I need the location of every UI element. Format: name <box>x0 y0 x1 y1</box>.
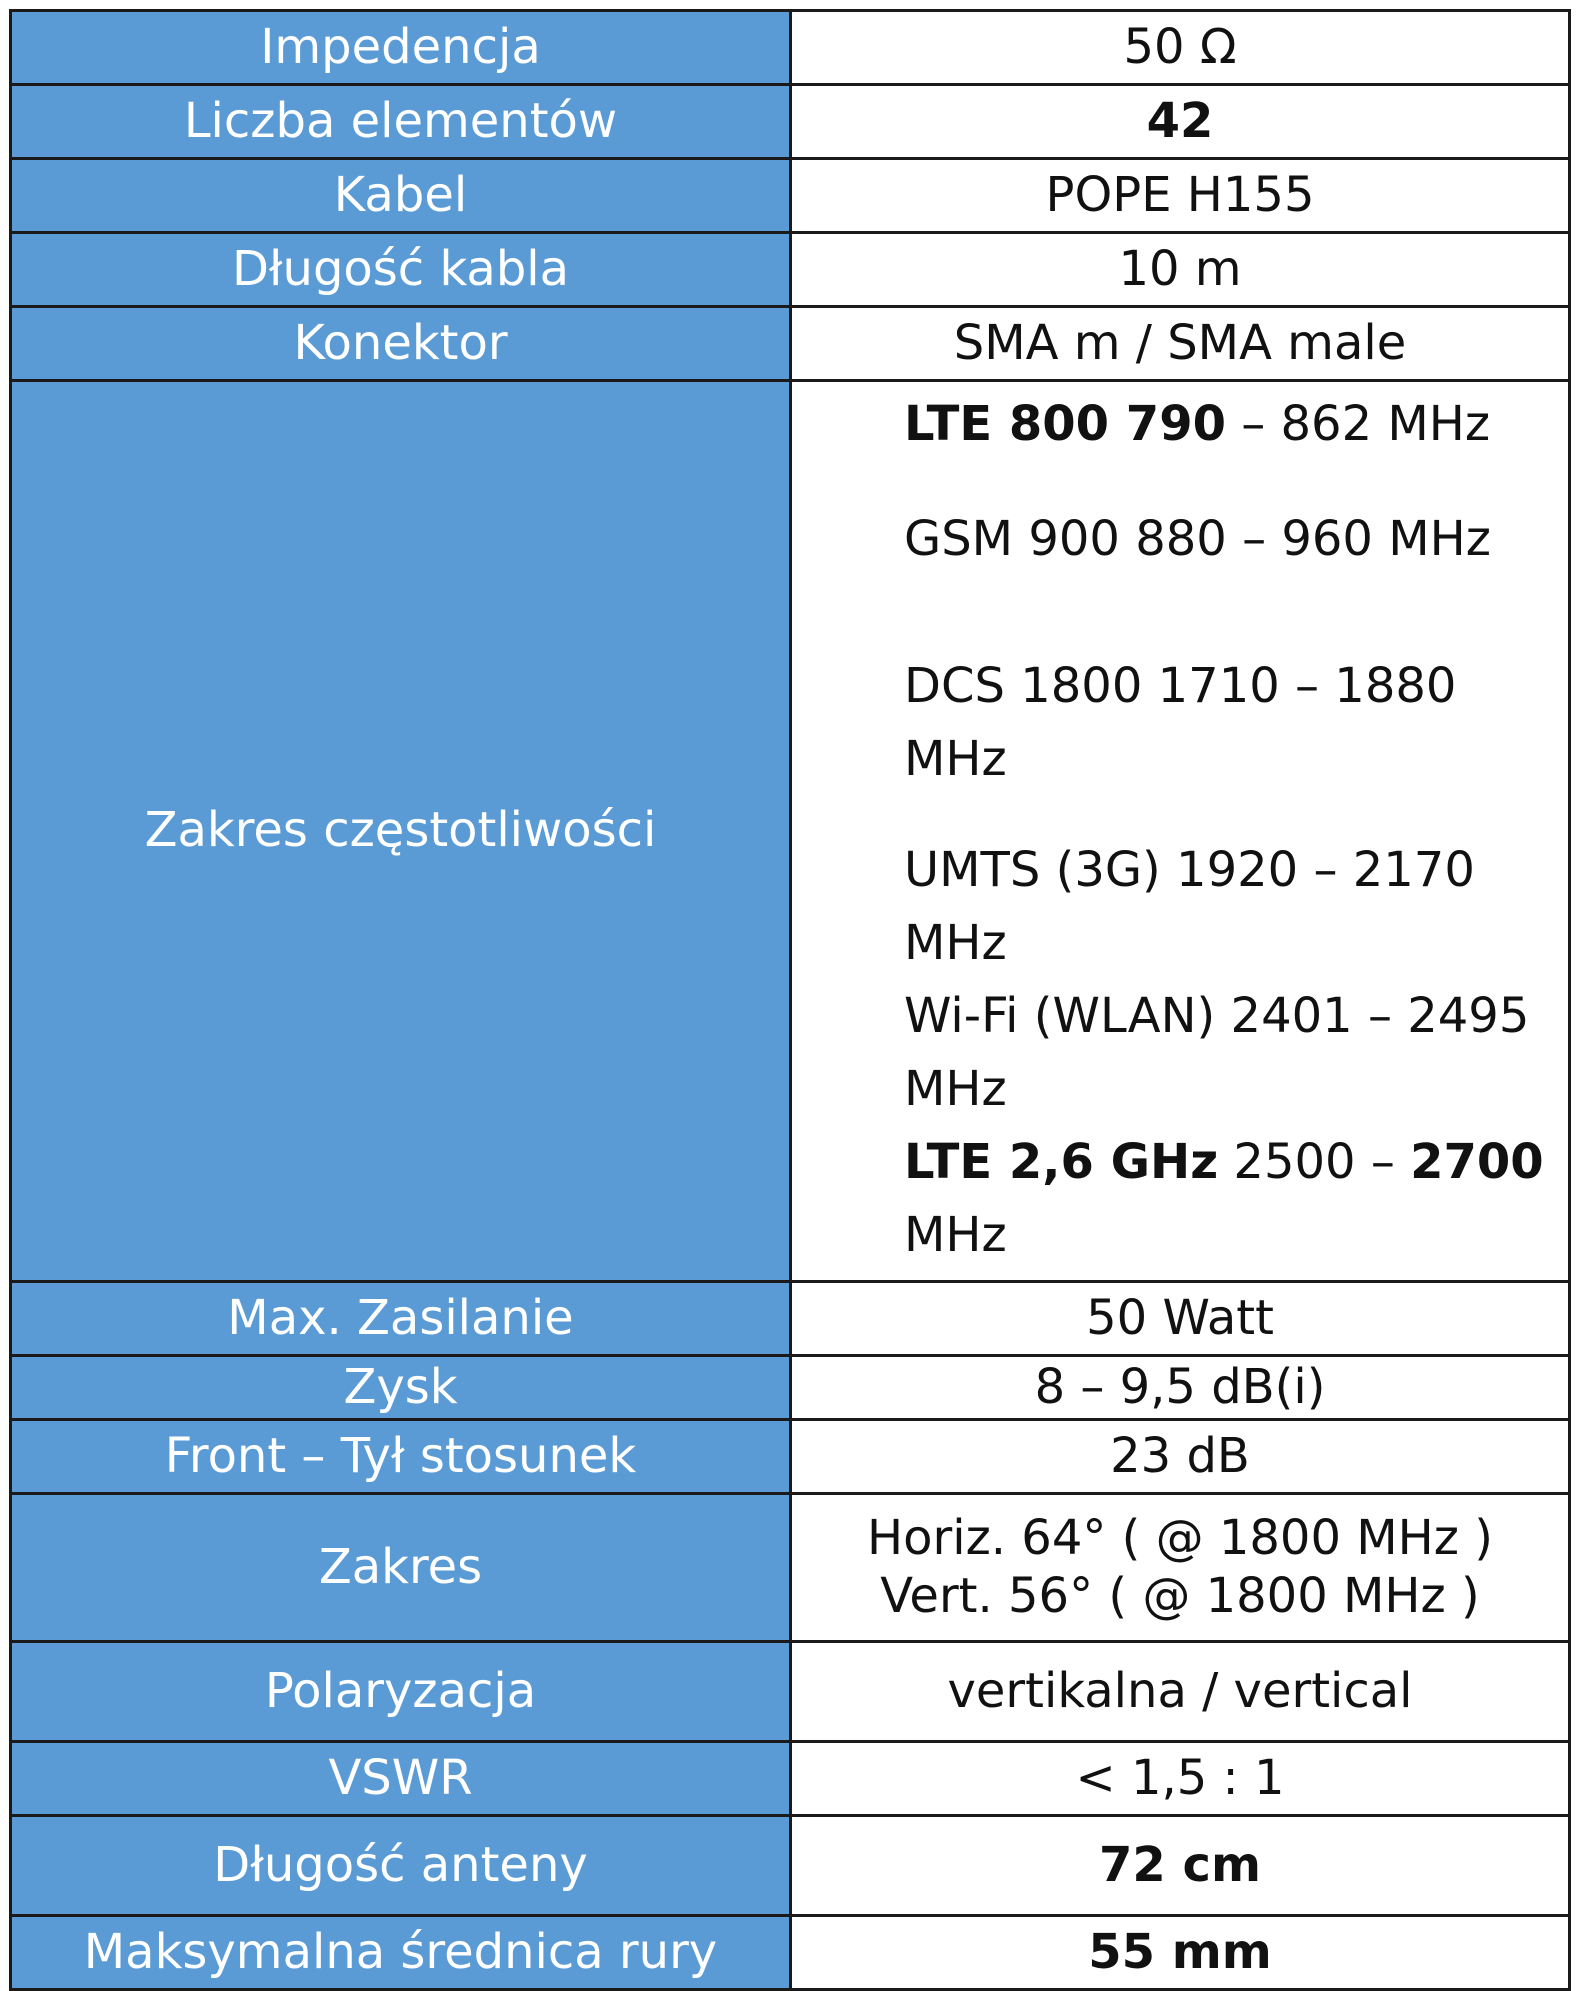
impedance-value: 50 Ω <box>791 11 1570 85</box>
impedance-label: Impedencja <box>11 11 791 85</box>
vswr-label: VSWR <box>11 1742 791 1816</box>
max-pipe-diameter-value: 55 mm <box>791 1916 1570 1990</box>
table-row <box>11 381 1570 1282</box>
band-lte26-mid: 2500 – <box>1233 1134 1395 1190</box>
cable-label: Kabel <box>11 159 791 233</box>
table-row <box>11 11 1570 85</box>
band-wifi-unit: MHz <box>904 1061 1007 1117</box>
table-row <box>11 1420 1570 1494</box>
element-count-value: 42 <box>791 85 1570 159</box>
spec-table <box>9 9 1571 1991</box>
band-gsm900: GSM 900 880 – 960 MHz <box>904 511 1491 567</box>
band-dcs1800: DCS 1800 1710 – 1880 MHz <box>904 658 1457 787</box>
band-umts: UMTS (3G) 1920 – 2170 <box>904 842 1475 898</box>
connector-value: SMA m / SMA male <box>791 307 1570 381</box>
band-lte800-range: – 862 MHz <box>1241 396 1491 452</box>
cable-length-label: Długość kabla <box>11 233 791 307</box>
beamwidth-horizontal: Horiz. 64° ( @ 1800 MHz ) <box>867 1509 1493 1566</box>
cable-length-value: 10 m <box>791 233 1570 307</box>
table-row <box>11 85 1570 159</box>
gain-value: 8 – 9,5 dB(i) <box>791 1356 1570 1420</box>
table-row <box>11 159 1570 233</box>
band-lte26-unit: MHz <box>904 1207 1007 1263</box>
table-row <box>11 307 1570 381</box>
cable-value: POPE H155 <box>791 159 1570 233</box>
beamwidth-value <box>791 1494 1570 1642</box>
beamwidth-label: Zakres <box>11 1494 791 1642</box>
frequency-range-value <box>791 381 1570 1282</box>
band-lte26 <box>904 1126 1564 1199</box>
gain-label: Zysk <box>11 1356 791 1420</box>
band-lte26-name: LTE 2,6 GHz <box>904 1134 1219 1190</box>
band-lte800 <box>904 388 1564 461</box>
band-lte800-name: LTE 800 790 <box>904 396 1226 452</box>
table-row <box>11 1282 1570 1356</box>
max-power-value: 50 Watt <box>791 1282 1570 1356</box>
band-wifi: Wi-Fi (WLAN) 2401 – 2495 <box>904 988 1530 1044</box>
front-back-ratio-value: 23 dB <box>791 1420 1570 1494</box>
table-row <box>11 1816 1570 1916</box>
table-row <box>11 1916 1570 1990</box>
polarization-label: Polaryzacja <box>11 1642 791 1742</box>
vswr-value: < 1,5 : 1 <box>791 1742 1570 1816</box>
antenna-length-value: 72 cm <box>791 1816 1570 1916</box>
table-row <box>11 1742 1570 1816</box>
max-power-label: Max. Zasilanie <box>11 1282 791 1356</box>
band-umts-unit: MHz <box>904 915 1007 971</box>
element-count-label: Liczba elementów <box>11 85 791 159</box>
frequency-range-label: Zakres częstotliwości <box>11 381 791 1282</box>
table-row <box>11 1494 1570 1642</box>
front-back-ratio-label: Front – Tył stosunek <box>11 1420 791 1494</box>
antenna-length-label: Długość anteny <box>11 1816 791 1916</box>
max-pipe-diameter-label: Maksymalna średnica rury <box>11 1916 791 1990</box>
band-lte26-end: 2700 <box>1410 1134 1544 1190</box>
table-row <box>11 233 1570 307</box>
table-row <box>11 1642 1570 1742</box>
polarization-value: vertikalna / vertical <box>791 1642 1570 1742</box>
connector-label: Konektor <box>11 307 791 381</box>
table-row <box>11 1356 1570 1420</box>
beamwidth-vertical: Vert. 56° ( @ 1800 MHz ) <box>880 1567 1480 1624</box>
